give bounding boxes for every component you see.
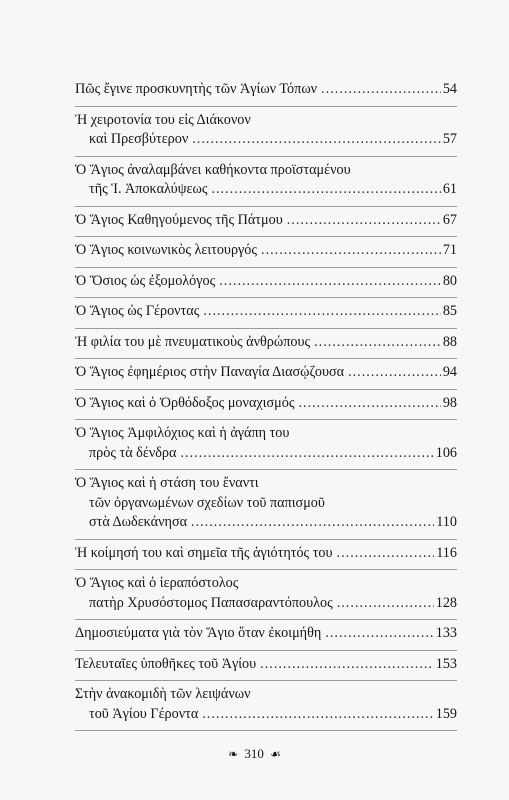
toc-entry bbox=[75, 655, 457, 682]
toc-entry-final-line bbox=[75, 513, 457, 533]
toc-entry-title-line: Στὴν ἀνακομιδὴ τῶν λειψάνων bbox=[75, 686, 251, 702]
ornament-left-icon: ❧ bbox=[228, 747, 239, 761]
toc-entry bbox=[75, 624, 457, 651]
toc-entry bbox=[75, 302, 457, 329]
dot-leader bbox=[325, 624, 433, 644]
dot-leader bbox=[321, 80, 441, 100]
toc-entry-page-number: 159 bbox=[435, 705, 457, 722]
dot-leader bbox=[287, 211, 441, 231]
page-footer bbox=[0, 746, 509, 762]
toc-entry-final-line bbox=[75, 394, 457, 414]
toc-entry-title-line: Ὁ Ἅγιος Καθηγούμενος τῆς Πάτμου bbox=[75, 211, 283, 228]
toc-entry-title-line: τῆς Ἱ. Ἀποκαλύψεως bbox=[89, 181, 208, 197]
toc-entry-page-number: 54 bbox=[442, 81, 457, 97]
toc-entry-page-number: 80 bbox=[442, 272, 457, 289]
toc-entry-title-line: Ἡ κοίμησή του καὶ σημεῖα τῆς ἁγιότητός του bbox=[75, 544, 333, 561]
toc-entry-final-line bbox=[75, 363, 457, 383]
dot-leader bbox=[203, 302, 440, 322]
toc-entry-final-line bbox=[75, 705, 457, 725]
dot-leader bbox=[337, 594, 434, 614]
toc-entry-title-line: στὰ Δωδεκάνησα bbox=[89, 514, 188, 530]
toc-entry bbox=[75, 544, 457, 571]
toc-entry bbox=[75, 474, 457, 540]
toc-entry-final-line bbox=[75, 211, 457, 231]
dot-leader bbox=[314, 333, 441, 353]
toc-entry-final-line bbox=[75, 80, 457, 100]
toc-entry bbox=[75, 161, 457, 207]
toc-entry bbox=[75, 574, 457, 620]
toc-entry-page-number: 88 bbox=[442, 333, 457, 350]
toc-entry-title-line: Ἡ φιλία του μὲ πνευματικοὺς ἀνθρώπους bbox=[75, 333, 311, 350]
toc-entry-page-number: 61 bbox=[442, 181, 457, 197]
toc-entry-page-number: 128 bbox=[435, 594, 457, 611]
toc-entry-title-line: Ἡ χειροτονία του εἰς Διάκονον bbox=[75, 111, 251, 128]
toc-entry-title-line: Ὁ Ἅγιος Ἀμφιλόχιος καὶ ἡ ἀγάπη του bbox=[75, 425, 290, 441]
toc-entry bbox=[75, 333, 457, 360]
toc-entry bbox=[75, 363, 457, 390]
toc-entry-page-number: 57 bbox=[442, 131, 457, 147]
toc-entry-title-line: Ὁ Ἅγιος καὶ ἡ στάση του ἔναντι bbox=[75, 475, 259, 491]
toc-entry-title-line: Ὁ Ἅγιος ὡς Γέροντας bbox=[75, 303, 200, 319]
toc-entry-title-line: Τελευταῖες ὑποθῆκες τοῦ Ἁγίου bbox=[75, 655, 257, 672]
toc-entry-title-line: Πῶς ἔγινε προσκυνητὴς τῶν Ἁγίων Τόπων bbox=[75, 81, 318, 97]
dot-leader bbox=[211, 180, 440, 200]
dot-leader bbox=[337, 544, 435, 564]
toc-entry-final-line bbox=[75, 624, 457, 644]
toc-entry-page-number: 71 bbox=[442, 242, 457, 258]
toc-entry-title-line: Ὁ Ἅγιος ἐφημέριος στὴν Παναγία Διασῴζουσα bbox=[75, 364, 345, 380]
toc-entry-page-number: 67 bbox=[442, 211, 457, 228]
toc-entry-title-line: τῶν ὀργανωμένων σχεδίων τοῦ παπισμοῦ bbox=[89, 494, 325, 511]
toc-entry-final-line bbox=[75, 444, 457, 464]
page-number: 310 bbox=[244, 746, 264, 761]
toc-entry bbox=[75, 394, 457, 421]
toc-entry bbox=[75, 272, 457, 299]
toc-entry bbox=[75, 80, 457, 107]
toc-entry-final-line bbox=[75, 302, 457, 322]
toc-entry-title-line: Ὁ Ἅγιος καὶ ὁ Ὀρθόδοξος μοναχισμός bbox=[75, 394, 295, 411]
dot-leader bbox=[348, 363, 441, 383]
dot-leader bbox=[191, 513, 434, 533]
toc-entry bbox=[75, 241, 457, 268]
toc-entry-page-number: 110 bbox=[436, 514, 457, 530]
toc-entry-page-number: 153 bbox=[435, 655, 457, 672]
toc-entry-title-line: τοῦ Ἁγίου Γέροντα bbox=[89, 705, 199, 722]
toc-entry-title-line: πατὴρ Χρυσόστομος Παπασαραντόπουλος bbox=[89, 594, 333, 611]
toc-entry-final-line bbox=[75, 130, 457, 150]
toc-entry-final-line bbox=[75, 333, 457, 353]
dot-leader bbox=[261, 241, 441, 261]
toc-entry-title-line: Ὁ Ὅσιος ὡς ἐξομολόγος bbox=[75, 272, 216, 289]
table-of-contents bbox=[75, 80, 457, 735]
toc-entry-title-line: Ὁ Ἅγιος ἀναλαμβάνει καθήκοντα προϊσταμένου bbox=[75, 161, 351, 178]
toc-entry-page-number: 94 bbox=[442, 364, 457, 380]
toc-entry-final-line bbox=[75, 655, 457, 675]
toc-entry-page-number: 133 bbox=[435, 625, 457, 641]
toc-entry-page-number: 85 bbox=[442, 303, 457, 319]
dot-leader bbox=[192, 130, 441, 150]
toc-entry-final-line bbox=[75, 241, 457, 261]
dot-leader bbox=[219, 272, 441, 292]
toc-entry-page-number: 98 bbox=[442, 394, 457, 411]
toc-entry-page-number: 116 bbox=[436, 544, 457, 561]
toc-entry bbox=[75, 685, 457, 731]
toc-entry-title-line: πρὸς τὰ δένδρα bbox=[89, 444, 177, 461]
toc-entry-final-line bbox=[75, 544, 457, 564]
toc-entry bbox=[75, 211, 457, 238]
toc-entry-final-line bbox=[75, 272, 457, 292]
toc-entry-page-number: 106 bbox=[435, 444, 457, 461]
toc-entry-final-line bbox=[75, 180, 457, 200]
dot-leader bbox=[298, 394, 440, 414]
toc-entry bbox=[75, 424, 457, 470]
dot-leader bbox=[260, 655, 434, 675]
dot-leader bbox=[180, 444, 433, 464]
toc-entry-title-line: Δημοσιεύματα γιὰ τὸν Ἅγιο ὅταν ἐκοιμήθη bbox=[75, 625, 322, 641]
toc-entry-title-line: καὶ Πρεσβύτερον bbox=[89, 131, 189, 147]
dot-leader bbox=[202, 705, 433, 725]
toc-entry-final-line bbox=[75, 594, 457, 614]
ornament-right-icon: ☙ bbox=[270, 747, 281, 761]
toc-entry-title-line: Ὁ Ἅγιος κοινωνικὸς λειτουργός bbox=[75, 242, 258, 258]
toc-entry-title-line: Ὁ Ἅγιος καὶ ὁ ἱεραπόστολος bbox=[75, 575, 239, 591]
toc-entry bbox=[75, 111, 457, 157]
